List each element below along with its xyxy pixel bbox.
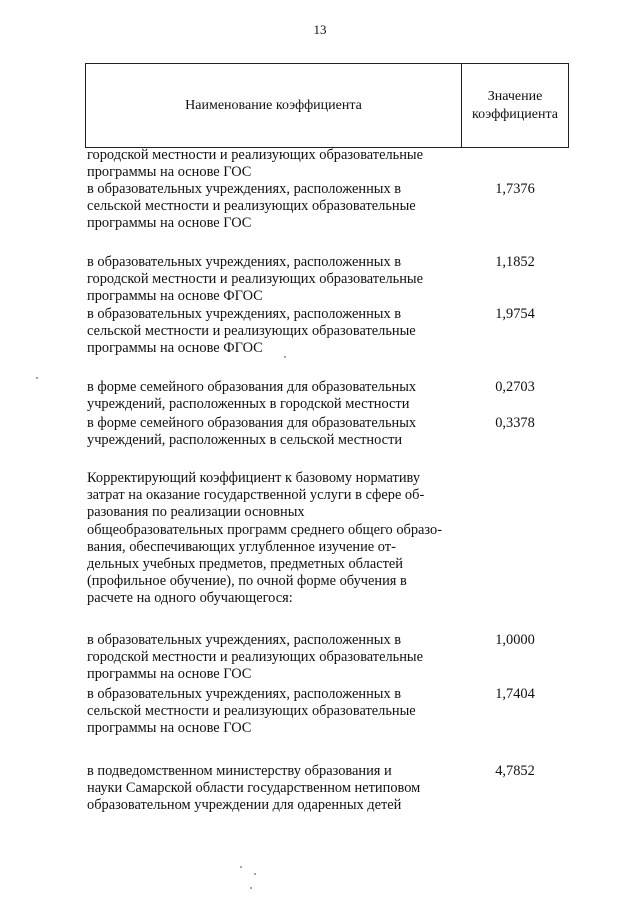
row-value: 1,1852 <box>495 254 535 270</box>
row-text: в образовательных учреждениях, расположенных в сельской местности и реализующих образовательные программы на основе ГОС <box>87 181 416 232</box>
row-text: в форме семейного образования для образовательных учреждений, расположенных в сельской местности <box>87 415 417 449</box>
row-value: 1,7404 <box>495 686 535 702</box>
row-text: в образовательных учреждениях, расположенных в сельской местности и реализующих образовательные программы на основе ФГОС <box>87 306 416 357</box>
row-value: 0,2703 <box>495 379 535 395</box>
row-text: в форме семейного образования для образовательных учреждений, расположенных в городской местности <box>87 379 417 413</box>
table-header <box>85 63 569 148</box>
scan-speck <box>240 866 242 868</box>
scan-speck <box>36 377 38 379</box>
row-value: 0,3378 <box>495 415 535 431</box>
column-header-value: Значение коэффициента <box>472 88 558 122</box>
scan-speck <box>250 887 252 889</box>
row-text: в образовательных учреждениях, расположенных в сельской местности и реализующих образовательные программы на основе ГОС <box>87 686 416 737</box>
column-header-name: Наименование коэффициента <box>86 64 462 147</box>
row-text: городской местности и реализующих образовательные программы на основе ГОС <box>87 147 423 181</box>
scan-speck <box>254 873 256 875</box>
scan-speck <box>284 356 286 358</box>
row-value: 1,7376 <box>495 181 535 197</box>
row-value: 4,7852 <box>495 763 535 779</box>
row-text: в образовательных учреждениях, расположенных в городской местности и реализующих образовательные программы на основе ГОС <box>87 632 423 683</box>
row-value: 1,0000 <box>495 632 535 648</box>
row-text: в образовательных учреждениях, расположенных в городской местности и реализующих образовательные программы на основе ФГОС <box>87 254 423 305</box>
row-text: Корректирующий коэффициент к базовому нормативу затрат на оказание государственной услуги в сфере об- разования по реализации основных общеобразовательных программ среднего общего образо- вания, обеспечивающих углубленное изучение от- дельных учебных предметов, предметных областей (профильное обучение), по очной форме обучения в расчете на одного обучающегося: <box>87 470 443 607</box>
page-number: 13 <box>313 22 327 37</box>
row-value: 1,9754 <box>495 306 535 322</box>
row-text: в подведомственном министерству образования и науки Самарской области государственном нетиповом образовательном учреждении для одаренных детей <box>87 763 421 814</box>
